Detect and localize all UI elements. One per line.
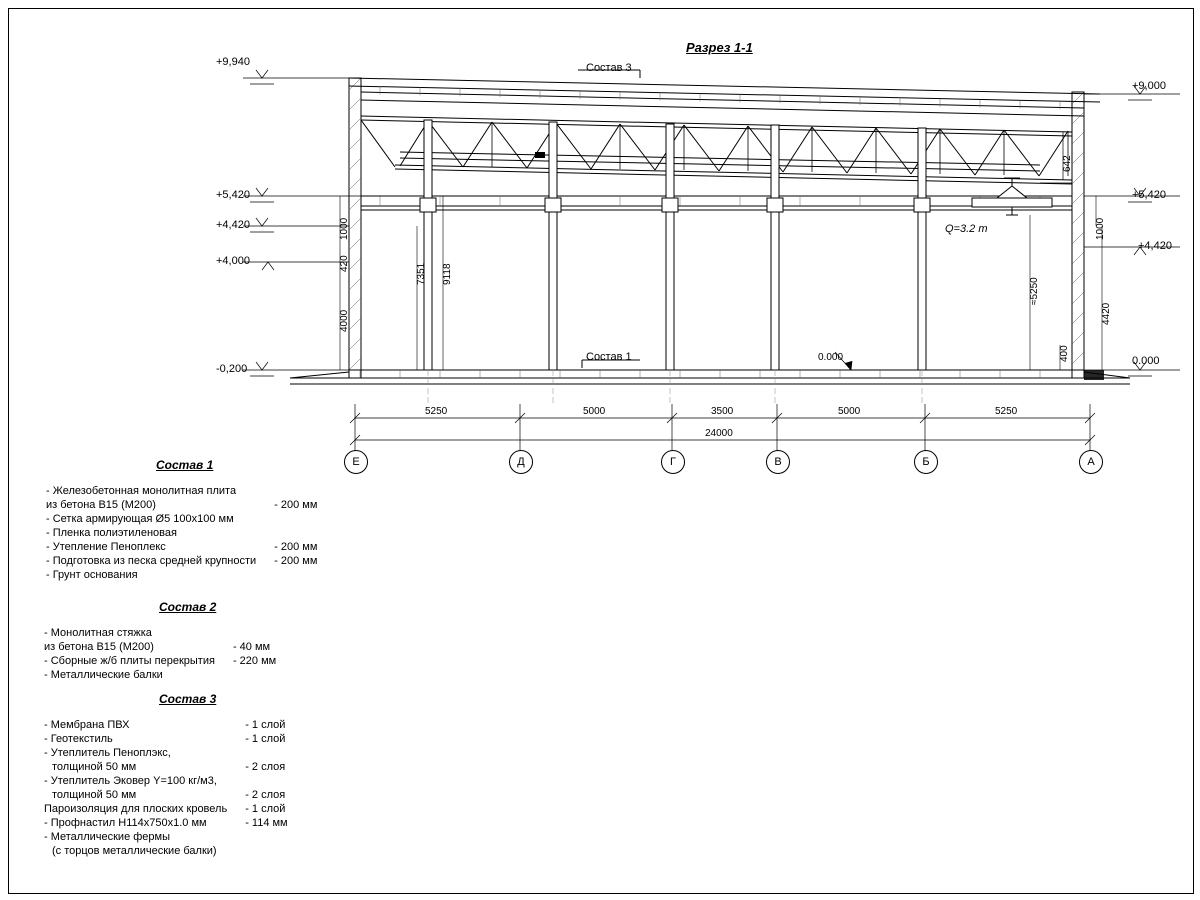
legend-row [44,746,288,760]
axis-marker-e: Е [344,450,368,474]
legend-row [46,512,317,526]
page-title: Разрез 1-1 [686,40,753,55]
legend-sostav-1 [46,458,466,582]
span-dim-5: 5250 [995,406,1018,417]
legend-text: толщиной 50 мм [52,789,137,801]
elevation-left-3: +4,420 [216,219,250,231]
axis-marker-b: Б [914,450,938,474]
legend-row [46,484,317,498]
legend-value: - 220 мм [232,655,277,667]
legend-row [46,526,317,540]
legend-row [44,816,288,830]
legend-value [256,484,317,498]
elevation-right-1: +9,000 [1132,80,1166,92]
dim-left-420: 420 [339,255,350,272]
legend-row [44,668,276,682]
legend-text: - Сетка армирующая Ø5 100х100 мм [46,513,234,525]
elevation-left-1: +9,940 [216,56,250,68]
axis-marker-a: А [1079,450,1103,474]
legend-text: - Мембрана ПВХ [44,719,130,731]
legend-row [46,498,317,512]
axis-marker-d: Д [509,450,533,474]
elevation-left-2: +5,420 [216,189,250,201]
dim-right-5250: ≈5250 [1029,277,1040,305]
legend-text: - Металлические фермы [44,831,171,843]
legend-row [44,718,288,732]
legend-sostav3-title: Состав 3 [159,692,217,706]
floor-level-label: 0.000 [818,352,844,363]
legend-sostav-3 [44,692,474,858]
legend-text: - Сборные ж/б плиты перекрытия [44,655,215,667]
legend-text: (с торцов металлические балки) [52,845,217,857]
dim-left-4000: 4000 [339,309,350,332]
legend-text: - Грунт основания [46,569,138,581]
axis-marker-v: В [766,450,790,474]
legend-text: - Металлические балки [44,669,163,681]
legend-text: - Утеплитель Пеноплэкс, [44,747,171,759]
elevation-left-4: +4,000 [216,255,250,267]
legend-text: - Железобетонная монолитная плита [46,485,237,497]
elevation-left-5: -0,200 [216,363,248,375]
callout-sostav3: Состав 3 [586,62,632,74]
legend-sostav2-title: Состав 2 [159,600,217,614]
legend-row [44,844,288,858]
legend-value: - 114 мм [245,817,288,829]
dim-left-7351: 7351 [416,262,427,285]
legend-value: - 1 слой [245,803,286,815]
legend-value [256,568,317,582]
legend-text: - Утепление Пеноплекс [46,541,166,553]
legend-row [46,568,317,582]
legend-value [215,626,276,640]
dim-left-1000: 1000 [339,217,350,240]
elevation-right-4: 0.000 [1132,355,1160,367]
load-note: Q=3.2 m [945,223,988,235]
legend-row [44,802,288,816]
legend-sostav1-table [46,484,317,582]
legend-row [44,732,288,746]
dim-right-1000: 1000 [1095,217,1106,240]
elevation-right-2: +5,420 [1132,189,1166,201]
legend-value [256,512,317,526]
legend-value: - 40 мм [232,641,271,653]
legend-row [46,540,317,554]
legend-value [215,668,276,682]
legend-row [44,654,276,668]
legend-text: - Пленка полиэтиленовая [46,527,177,539]
legend-row [44,788,288,802]
legend-value [227,746,287,760]
dim-right-642: 642 [1062,155,1073,172]
legend-value: - 1 слой [245,733,286,745]
legend-text: - Подготовка из песка средней крупности [46,555,257,567]
legend-row [44,640,276,654]
legend-text: - Утеплитель Эковер Y=100 кг/м3, [44,775,217,787]
legend-value: - 1 слой [245,719,286,731]
legend-sostav-2 [44,600,464,682]
legend-sostav3-table [44,718,288,858]
legend-text: толщиной 50 мм [52,761,137,773]
legend-row [44,760,288,774]
legend-value: - 2 слоя [245,761,286,773]
dim-right-400: 400 [1059,345,1070,362]
legend-text: - Монолитная стяжка [44,627,152,639]
legend-value: - 2 слоя [245,789,286,801]
legend-sostav2-table [44,626,276,682]
span-dim-1: 5250 [425,406,448,417]
span-dim-2: 5000 [583,406,606,417]
dim-left-9118: 9118 [442,263,453,285]
legend-text: - Профнастил Н114х750х1.0 мм [44,817,207,829]
total-dim: 24000 [705,428,733,439]
axis-marker-g: Г [661,450,685,474]
legend-text: Пароизоляция для плоских кровель [44,803,228,815]
legend-text: - Геотекстиль [44,733,113,745]
legend-value: - 200 мм [274,499,318,511]
legend-row [44,830,288,844]
legend-value [227,830,287,844]
legend-value: - 200 мм [274,555,318,567]
legend-text: из бетона В15 (М200) [46,499,156,511]
legend-text: из бетона В15 (М200) [44,641,154,653]
span-dim-4: 5000 [838,406,861,417]
legend-value: - 200 мм [274,541,318,553]
legend-row [44,626,276,640]
legend-value [256,526,317,540]
legend-value [227,844,287,858]
legend-row [46,554,317,568]
span-dim-3: 3500 [711,406,734,417]
callout-sostav1: Состав 1 [586,351,632,363]
legend-value [227,774,287,788]
legend-sostav1-title: Состав 1 [156,458,214,472]
legend-row [44,774,288,788]
dim-right-4420: 4420 [1101,302,1112,325]
elevation-right-3: +4,420 [1138,240,1172,252]
